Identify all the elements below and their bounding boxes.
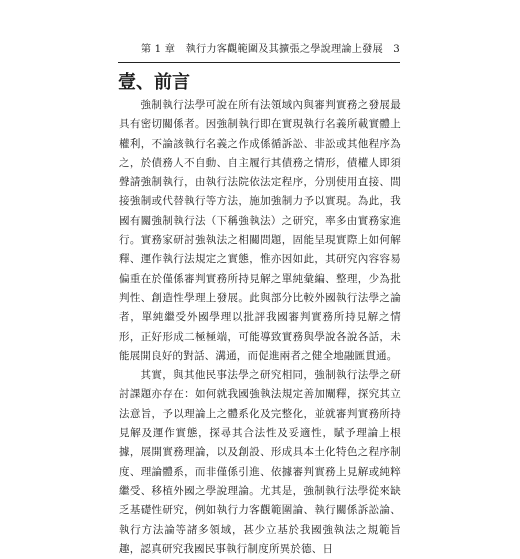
paragraph-2: 其實，與其他民事法學之研究相同，強制執行法學之研討課題亦存在：如何就我國強執法規定善加闡釋，探究其立法意旨，予以理論上之體系化及完整化，並就審判實務所持見解及運作實態，探尋其合法性及妥適性，賦予理論上根據，展開實務理論，以及創設、形成具本土化特色之程序制度、理論體系，而非僅係引進、依據審判實務上見解或純粹繼受、移植外國之學說理論。尤其是，強制執行法學從來缺乏基礎性研究，例如執行力客觀範圍論、執行關係訴訟論、執行方法論等諸多領域，甚少立基於我國強執法之規範旨趣，認真研究我國民事執行制度所異於德、日	[119, 369, 401, 555]
body-text	[119, 96, 401, 559]
header-rule	[118, 62, 400, 63]
section-heading: 壹、前言	[118, 72, 190, 93]
running-header: 第 1 章 執行力客觀範圍及其擴張之學說理論上發展 3	[140, 44, 400, 55]
paragraph-1: 強制執行法學可說在所有法領域內與審判實務之發展最具有密切關係者。因強制執行即在實現執行名義所載實體上權利，不論該執行名義之作成係循訴訟、非訟或其他程序為之，於債務人不自動、自主履行其債務之情形，債權人即須聲請強制執行，由執行法院依法定程序，分別使用直接、間接強制或代替執行等方法，施加強制力予以實現。為此，我國有關強制執行法（下稱強執法）之研究，率多由實務家進行。實務家研討強執法之相關問題，固能呈現實際上如何解釋、運作執行法規定之實態，惟亦因如此，其研究內容容易偏重在於僅係審判實務所持見解之單純彙編、整理，少為批判性、創造性學理上發展。此與部分比較外國執行法學之論者，單純繼受外國學理以批評我國審判實務所持見解之情形，正好形成二極極端，可能導致實務與學說各說各話，未能展開良好的對話、溝通，而促進兩者之健全地融匯貫通。	[119, 99, 401, 362]
